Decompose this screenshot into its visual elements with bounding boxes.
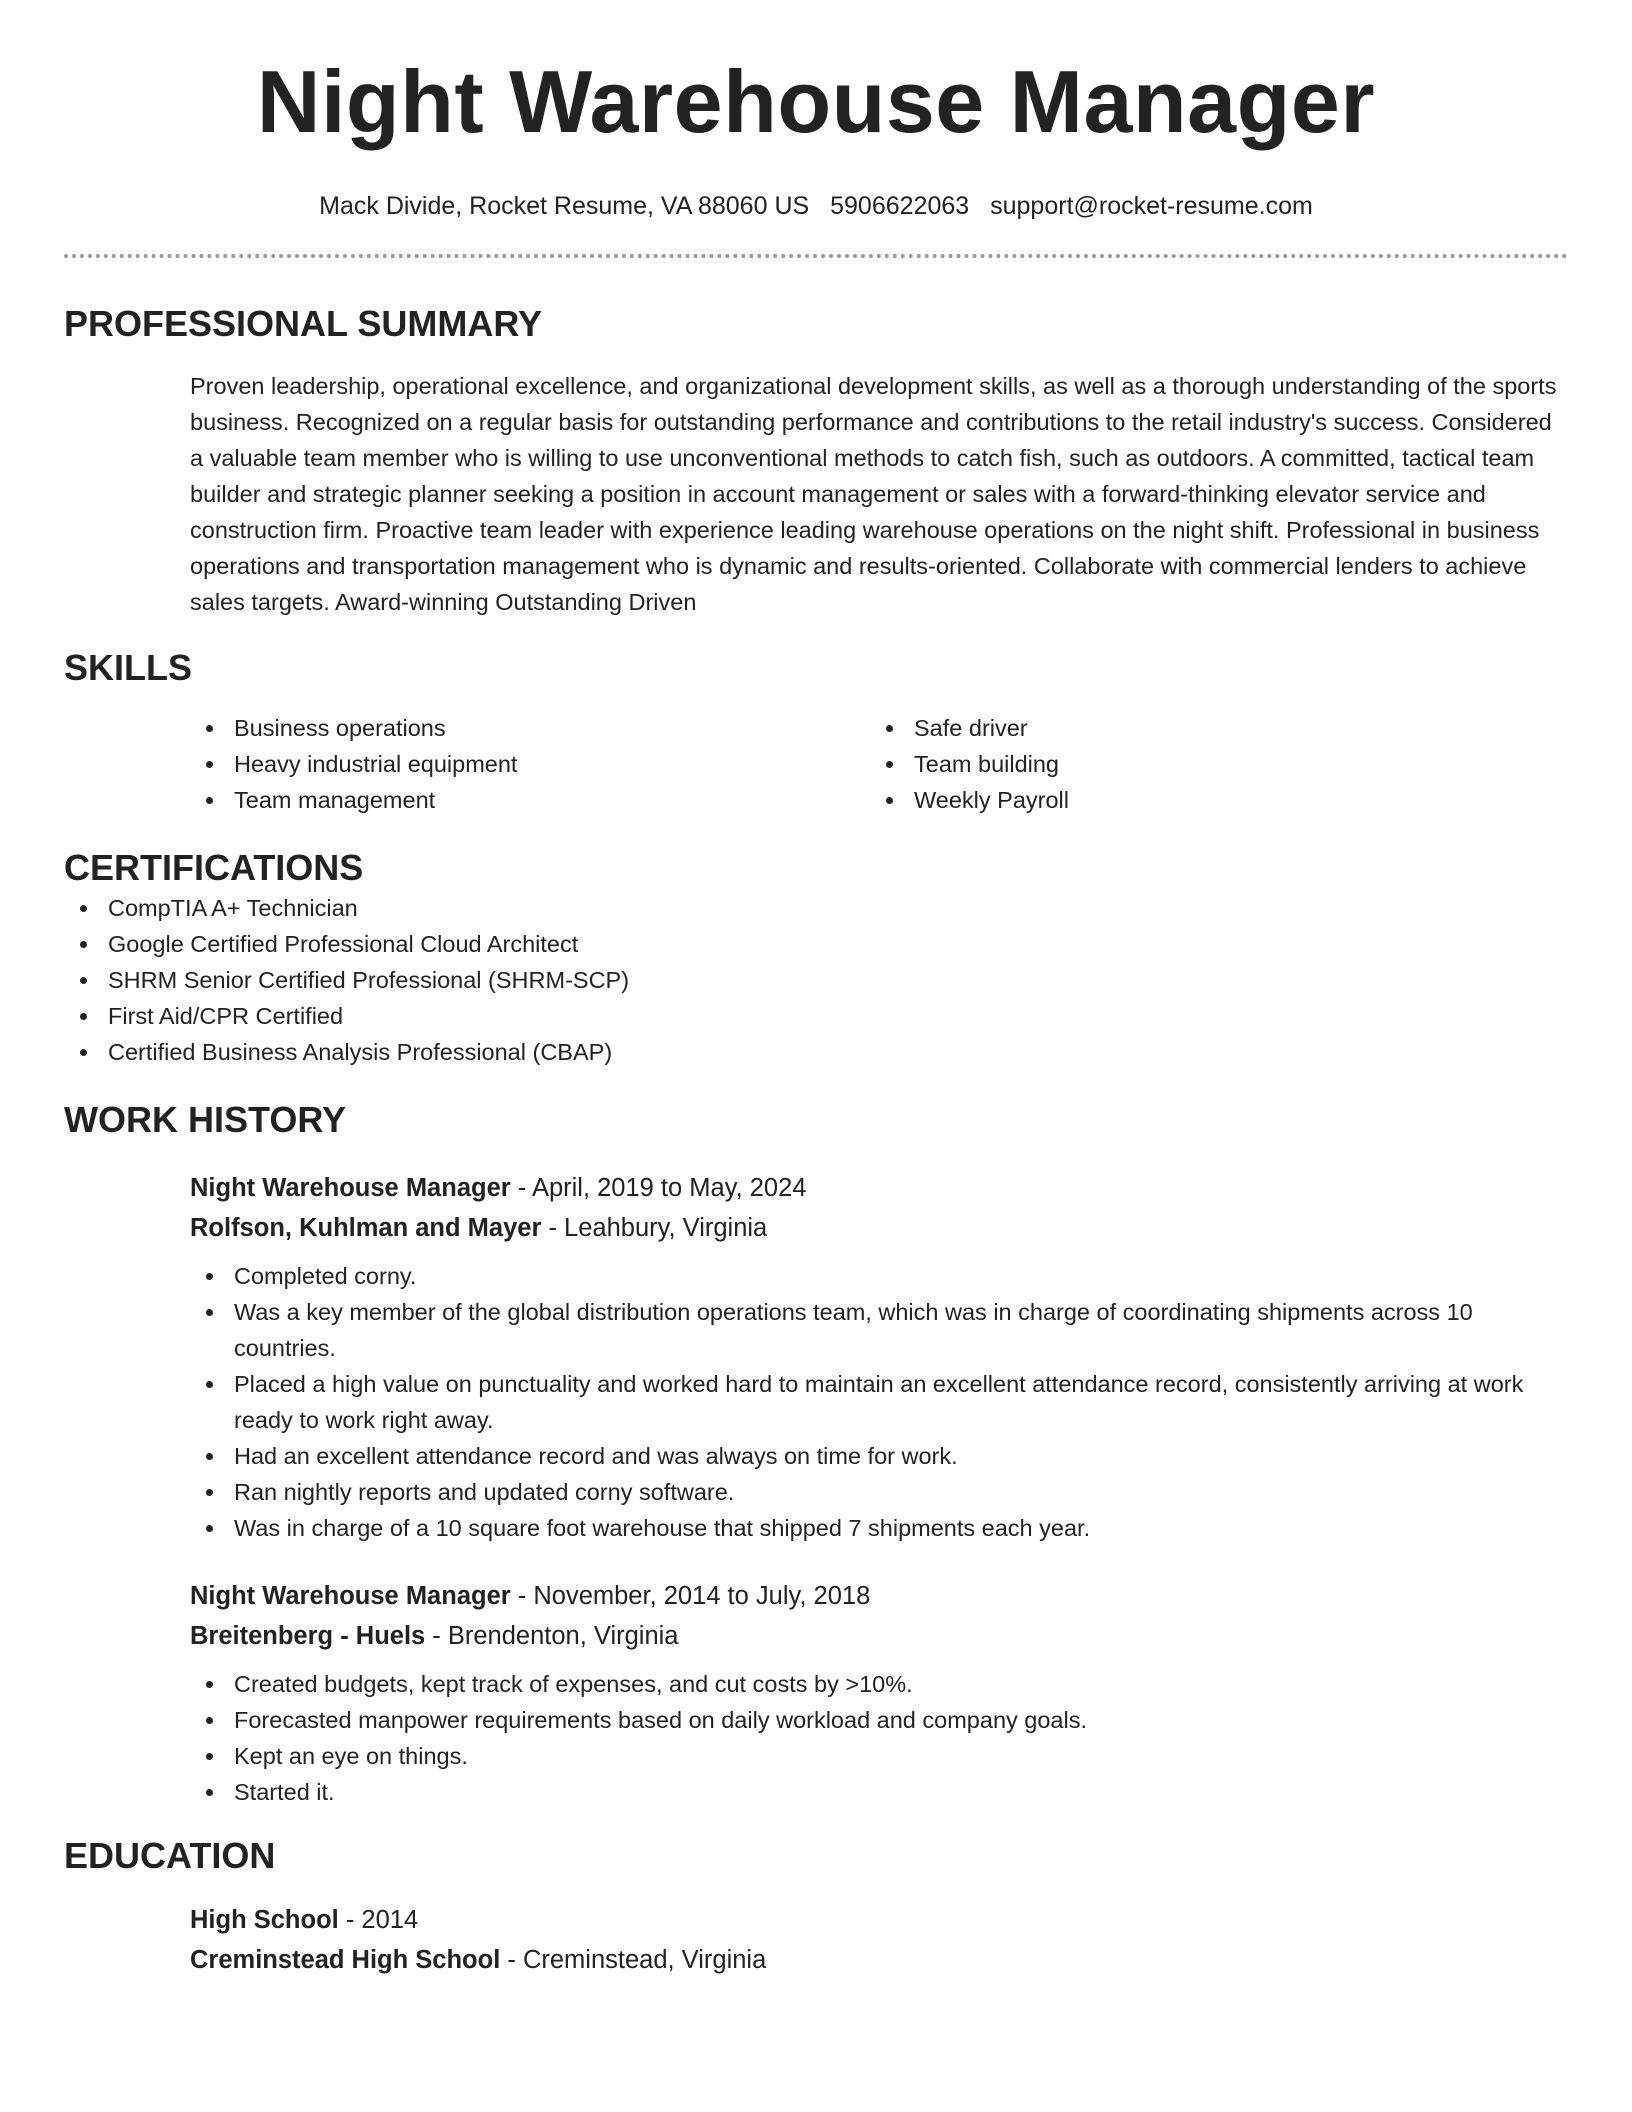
job-role: Night Warehouse Manager: [190, 1582, 511, 1610]
job-location: - Brendenton, Virginia: [425, 1622, 679, 1650]
skills-column-right: [870, 710, 1550, 818]
job-dates: - April, 2019 to May, 2024: [510, 1174, 807, 1202]
certification-item: Certified Business Analysis Professional (CBAP): [64, 1034, 1568, 1070]
job-title-line: [190, 1576, 1568, 1616]
skills-column-left: [190, 710, 870, 818]
education-year: - 2014: [338, 1906, 419, 1934]
education-school: Creminstead High School: [190, 1946, 501, 1974]
skill-item: Safe driver: [870, 710, 1550, 746]
skill-item: Heavy industrial equipment: [190, 746, 870, 782]
job-bullet: Created budgets, kept track of expenses, and cut costs by >10%.: [190, 1666, 1568, 1702]
certification-item: Google Certified Professional Cloud Architect: [64, 926, 1568, 962]
skills-section: [64, 646, 1568, 818]
resume-header: [64, 0, 1568, 222]
work-history-section: [64, 1098, 1568, 1810]
job-bullet: Had an excellent attendance record and was always on time for work.: [190, 1438, 1568, 1474]
job-bullets: [190, 1666, 1568, 1810]
header-divider: [64, 254, 1568, 258]
summary-text: Proven leadership, operational excellence, and organizational development skills, as well as a thorough understanding of the sports business. Recognized on a regular basis for outstanding performance and contributions to the retail industry's success. Considered a valuable team member who is willing to use unconventional methods to catch fish, such as outdoors. A committed, tactical team builder and strategic planner seeking a position in account management or sales with a forward-thinking elevator service and construction firm. Proactive team leader with experience leading warehouse operations on the night shift. Professional in business operations and transportation management who is dynamic and results-oriented. Collaborate with commercial lenders to achieve sales targets. Award-winning Outstanding Driven: [190, 373, 1557, 615]
job-bullet: Was a key member of the global distribution operations team, which was in charge of coordinating shipments across 10 countries.: [190, 1294, 1568, 1366]
section-title-summary: PROFESSIONAL SUMMARY: [64, 303, 543, 344]
job-bullets: [190, 1258, 1568, 1546]
education-location: - Creminstead, Virginia: [500, 1946, 767, 1974]
skill-item: Team building: [870, 746, 1550, 782]
job-location: - Leahbury, Virginia: [541, 1214, 768, 1242]
job-bullet: Completed corny.: [190, 1258, 1568, 1294]
job-bullet: Placed a high value on punctuality and worked hard to maintain an excellent attendance record, consistently arriving at work ready to work right away.: [190, 1366, 1568, 1438]
education-entry: [190, 1900, 1568, 1980]
certification-item: SHRM Senior Certified Professional (SHRM-SCP): [64, 962, 1568, 998]
certifications-list: [64, 890, 1568, 1070]
section-title-education: EDUCATION: [64, 1835, 276, 1876]
contact-email: support@rocket-resume.com: [990, 192, 1313, 220]
section-title-skills: SKILLS: [64, 647, 193, 688]
job-bullet: Ran nightly reports and updated corny software.: [190, 1474, 1568, 1510]
job-bullet: Started it.: [190, 1774, 1568, 1810]
job-bullet: Kept an eye on things.: [190, 1738, 1568, 1774]
skill-item: Business operations: [190, 710, 870, 746]
education-degree: High School: [190, 1906, 339, 1934]
job-title-line: [190, 1168, 1568, 1208]
job-company-line: [190, 1208, 1568, 1248]
job-bullet: Forecasted manpower requirements based on daily workload and company goals.: [190, 1702, 1568, 1738]
job-company-line: [190, 1616, 1568, 1656]
certifications-section: [64, 846, 1568, 1070]
job-dates: - November, 2014 to July, 2018: [510, 1582, 871, 1610]
job-role: Night Warehouse Manager: [190, 1174, 511, 1202]
section-title-work-history: WORK HISTORY: [64, 1099, 347, 1140]
summary-section: [64, 302, 1568, 620]
job-company: Rolfson, Kuhlman and Mayer: [190, 1214, 542, 1242]
job-company: Breitenberg - Huels: [190, 1622, 426, 1650]
job-entry: [190, 1168, 1568, 1546]
education-section: [64, 1834, 1568, 1980]
job-entry: [190, 1576, 1568, 1810]
certification-item: First Aid/CPR Certified: [64, 998, 1568, 1034]
contact-line: [64, 190, 1568, 222]
resume-name: Night Warehouse Manager: [256, 52, 1376, 151]
education-school-line: [190, 1940, 1568, 1980]
skill-item: Team management: [190, 782, 870, 818]
skills-columns: [190, 710, 1568, 818]
skill-item: Weekly Payroll: [870, 782, 1550, 818]
education-degree-line: [190, 1900, 1568, 1940]
contact-address: Mack Divide, Rocket Resume, VA 88060 US: [319, 192, 810, 220]
certification-item: CompTIA A+ Technician: [64, 890, 1568, 926]
contact-phone: 5906622063: [830, 192, 970, 220]
job-bullet: Was in charge of a 10 square foot warehouse that shipped 7 shipments each year.: [190, 1510, 1568, 1546]
section-title-certifications: CERTIFICATIONS: [64, 847, 364, 888]
